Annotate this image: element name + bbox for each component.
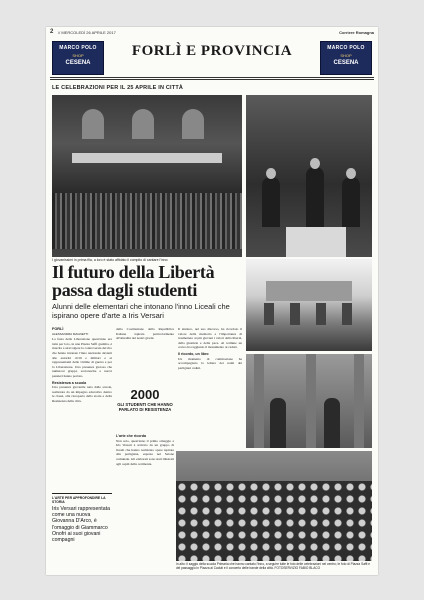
article-column [116, 432, 174, 562]
photo-detail [264, 303, 274, 325]
article-text: Non solo, quest'anno il primo omaggio a Iris Versari è arrivato da un gruppo di liceali che hanno realizzato opere ispirate alla partigiana, esposte nel Salone comunale. Gli elaborati sono stati illustrati agli ospiti della cerimonia. [116, 438, 174, 466]
logo-text: CESENA [65, 60, 91, 66]
stat-number: 2000 [130, 387, 160, 402]
sidebar-box [52, 493, 112, 572]
photo-detail [310, 158, 320, 169]
logo-text: SHOP [340, 53, 352, 58]
newspaper-name: Corriere Romagna [339, 30, 374, 35]
newspaper-page [46, 27, 378, 575]
article-text: della Costituzione della Repubblica Italiana ispirata particolarmente all'attualità dei nostri giorni. [116, 327, 174, 341]
photo-detail [342, 303, 352, 325]
logo-text: MARCO POLO [327, 45, 365, 51]
advert-logo-left [52, 41, 104, 75]
stat-label: GLI STUDENTI CHE HANNO PARLATO DI RESISTENZA [117, 402, 173, 412]
logo-text: CESENA [333, 60, 359, 66]
photo-detail [72, 153, 222, 163]
kicker: LE CELEBRAZIONI PER IL 25 APRILE IN CITTÀ [52, 85, 184, 91]
article-column [116, 327, 174, 387]
photo-detail [324, 398, 340, 448]
photo-caption: I giovanissimi in prima fila, a loro è stato affidato il compito di cantare l'inno [52, 258, 168, 262]
article-text: Un momento di commozione ha accompagnato la lettura dei nomi dei partigiani caduti. [178, 356, 242, 370]
photo-detail [266, 281, 352, 301]
photo-students-portico [246, 354, 372, 448]
photo-detail [82, 109, 104, 139]
photo-detail [176, 481, 372, 561]
photo-piazza-ceremony [52, 95, 242, 257]
article-author: ALESSANDRA MAGNETTI [52, 331, 89, 336]
photo-detail [52, 193, 242, 249]
sidebar-label: L'ARTE PER APPROFONDIRE LA STORIA [52, 496, 106, 504]
photo-detail [306, 167, 324, 227]
photo-detail [290, 303, 300, 325]
photo-detail [132, 109, 154, 139]
article-column [52, 327, 112, 487]
photo-detail [346, 168, 356, 179]
article-subheading: Resistenza a scuola [52, 380, 87, 385]
logo-text: SHOP [72, 53, 84, 58]
article-text: La festa della Liberazione quest'anno era tutta per loro, in una Piazza Saffi gremita, è riuscita a stravolgere la controversia del rito che hanno intonato l'inno nazionale davanti alle autorità civili e militari e ai rappresentanti delle vittime di guerra e per la Liberazione. Una presenza gioiosa che numerosi gruppi, scolaresche e nuovi pensieri hanno portato. [52, 337, 112, 378]
photo-detail [182, 109, 204, 139]
photo-detail [266, 168, 276, 179]
sidebar-text: Iris Versari rappresentata come una nuova Giovanna D'Arco, è l'omaggio di Giammarco Onofri ai suoi giovani compagni [52, 506, 110, 544]
page-date: // MERCOLEDÌ 26 APRILE 2017 [58, 30, 116, 35]
subheadline: Alunni delle elementari che intonano l'inno Liceali che ispirano opere d'arte a Iris Versari [52, 302, 230, 320]
photo-detail [306, 354, 316, 448]
photo-detail [254, 354, 264, 448]
page-header-line [50, 29, 374, 37]
photo-speakers [246, 95, 372, 257]
advert-logo-right [320, 41, 372, 75]
logo-text: MARCO POLO [59, 45, 97, 51]
headline: Il futuro della Libertà passa dagli studenti [52, 262, 215, 300]
article-text: Il sindaco, nel suo discorso, ha ricordato il valore della memoria e l'importanza di trasmettere ai più giovani i valori della libertà, della giustizia e della pace. Al termine un corteo ha raggiunto il monumento ai caduti. [178, 327, 242, 350]
article-subheading: L'arte che ricorda [116, 434, 147, 438]
article-text: Una presenza giovanile nata dalle scuole, realizzata da un impegno educativo dentro le classi, alla riscoperta della storia e della Resistenza della città. [52, 385, 112, 403]
page-number: 2 [50, 29, 54, 35]
photo-caption: In alto: il saggio della scuola Primaria che hanno cantato l'inno, a seguire tutte le foto delle celebrazioni nel centro; le foto di Piazza Saffi e del passaggio in Piazza ai Caduti e il concerto delle bande della città. FOTOSERVIZIO FABIO BLACO [176, 562, 371, 570]
stat-box [116, 388, 174, 430]
article-subheading: Il ricordo, un libro [178, 351, 209, 356]
article-city: FORLÌ [52, 327, 64, 331]
header-divider [50, 77, 374, 78]
photo-detail [354, 354, 364, 448]
photo-detail [316, 303, 326, 325]
article-column [178, 327, 242, 445]
photo-detail [262, 177, 280, 227]
photo-monument-square [246, 259, 372, 351]
header-divider-thin [50, 79, 374, 80]
photo-crowd-concert [176, 451, 372, 561]
photo-detail [270, 398, 286, 448]
photo-detail [342, 177, 360, 227]
photo-detail [286, 227, 346, 257]
section-title: FORLÌ E PROVINCIA [131, 43, 293, 59]
